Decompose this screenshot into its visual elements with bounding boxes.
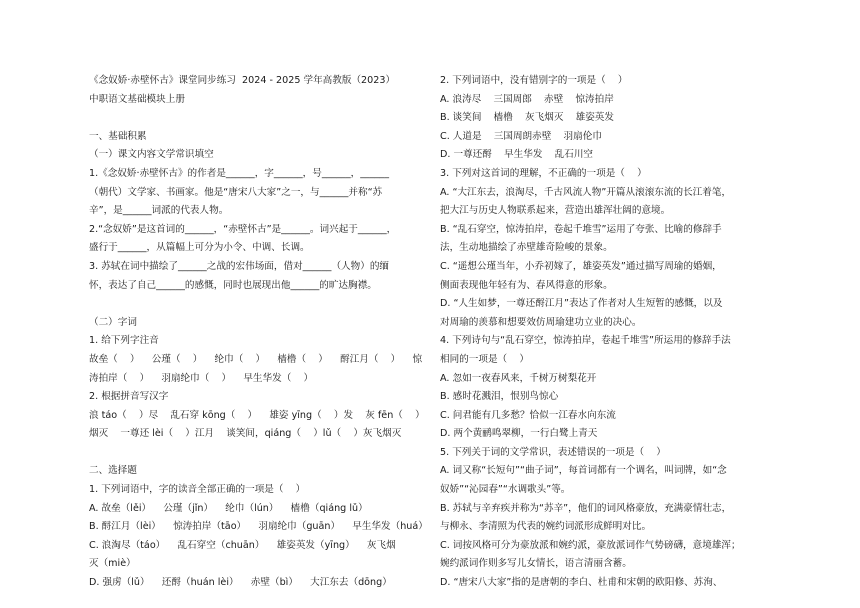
section-heading-basics: 一、基础积累 xyxy=(89,130,147,142)
mc5-option: 奴娇”“沁园春”“水调歌头”等。 xyxy=(440,484,571,496)
mc4-option: C. 问君能有几多愁？恰似一江春水向东流 xyxy=(440,409,616,421)
mc2-option: A. 浪涛尽 三国周郎 赤壁 惊涛拍岸 xyxy=(440,93,614,105)
spacer xyxy=(89,444,441,463)
mc5-option: 与柳永、李清照为代表的婉约词派形成鲜明对比。 xyxy=(440,521,652,533)
mc2-option: C. 人道是 三国周朗赤壁 羽扇伦巾 xyxy=(440,130,602,142)
mc3-option: 侧面表现他年轻有为、春风得意的形象。 xyxy=(440,279,613,291)
mc3-option: 把大江与历史人物联系起来，营造出雄浑壮阔的意境。 xyxy=(440,205,671,217)
question-1-line: 辛”，是______词派的代表人物。 xyxy=(89,205,229,217)
mc-question-1: 1. 下列词语中，字的读音全部正确的一项是（ ） xyxy=(89,484,306,496)
mc3-option: A. “大江东去，浪淘尽，千古风流人物”开篇从滚滚东流的长江着笔， xyxy=(440,186,732,198)
right-column xyxy=(440,72,792,593)
zhuyin-line: 故垒（ ） 公瑾（ ） 纶巾（ ） 樯橹（ ） 酹江月（ ） 惊 xyxy=(89,353,423,365)
xiezi-title: 2. 根据拼音写汉字 xyxy=(89,391,169,403)
question-1-line: （朝代）文学家、书画家。他是“唐宋八大家”之一，与______并称“苏 xyxy=(89,186,383,198)
question-3-line: 怀，表达了自己______的感慨，同时也展现出他______的旷达胸襟。 xyxy=(89,279,377,291)
mc2-option: B. 谈笑间 樯橹 灰飞烟灭 雄姿英发 xyxy=(440,112,614,124)
mc5-option: 婉约派词作则多写儿女情长，语言清丽含蓄。 xyxy=(440,558,632,570)
spacer xyxy=(89,295,441,314)
mc-question-4: 4. 下列诗句与“乱石穿空，惊涛拍岸，卷起千堆雪”所运用的修辞手法 xyxy=(440,335,731,347)
mc-question-5: 5. 下列关于词的文学常识，表述错误的一项是（ ） xyxy=(440,446,666,458)
mc3-option: C. “遥想公瑾当年，小乔初嫁了，雄姿英发”通过描写周瑜的婚姻， xyxy=(440,260,722,272)
mc5-option: C. 词按风格可分为豪放派和婉约派，豪放派词作气势磅礴，意境雄浑； xyxy=(440,539,741,551)
mc1-option: A. 故垒（lěi） 公瑾（jǐn） 纶巾（lún） 樯橹（qiáng lǔ） xyxy=(89,502,368,514)
mc3-option: B. “乱石穿空，惊涛拍岸，卷起千堆雪”运用了夸张、比喻的修辞手 xyxy=(440,223,722,235)
mc3-option: D. “人生如梦，一尊还酹江月”表达了作者对人生短暂的感慨，以及 xyxy=(440,298,723,310)
mc4-option: B. 感时花溅泪，恨别鸟惊心 xyxy=(440,391,559,403)
subsection-heading-words: （二）字词 xyxy=(89,316,137,328)
mc1-option: B. 酹江月（lèi） 惊涛拍岸（tāo） 羽扇纶巾（guān） 早生华发（huá） xyxy=(89,521,428,533)
mc-question-3: 3. 下列对这首词的理解，不正确的一项是（ ） xyxy=(440,167,647,179)
mc4-option: A. 忽如一夜春风来，千树万树梨花开 xyxy=(440,372,597,384)
mc2-option: D. 一尊还酹 早生华发 乱石川空 xyxy=(440,149,594,161)
question-3-line: 3. 苏轼在词中描绘了______之战的宏伟场面，借对______（人物）的缅 xyxy=(89,260,390,272)
zhuyin-title: 1. 给下列字注音 xyxy=(89,335,159,347)
question-2-line: 盛行于______，从篇幅上可分为小令、中调、长调。 xyxy=(89,242,310,254)
mc-question-4: 相同的一项是（ ） xyxy=(440,353,529,365)
mc1-option: D. 强虏（lǔ） 还酹（huán lèi） 赤壁（bì） 大江东去（dōng） xyxy=(89,577,392,589)
mc-question-2: 2. 下列词语中，没有错别字的一项是（ ） xyxy=(440,75,628,86)
mc4-option: D. 两个黄鹂鸣翠柳，一行白鹭上青天 xyxy=(440,428,598,440)
left-column xyxy=(89,72,441,593)
mc5-option: A. 词又称“长短句”“曲子词”，每首词都有一个调名，叫词牌，如“念 xyxy=(440,465,727,477)
mc5-option: B. 苏轼与辛弃疾并称为“苏辛”，他们的词风格豪放，充满豪情壮志， xyxy=(440,502,732,514)
section-heading-choice: 二、选择题 xyxy=(89,465,137,477)
mc1-option: 灭（miè） xyxy=(89,558,136,570)
xiezi-line: 浪 táo（ ）尽 乱石穿 kōng（ ） 雄姿 yīng（ ）发 灰 fēn（ ） xyxy=(89,409,425,421)
mc3-option: 对周瑜的羡慕和想要效仿周瑜建功立业的决心。 xyxy=(440,316,642,328)
zhuyin-line: 涛拍岸（ ） 羽扇纶巾（ ） 早生华发（ ） xyxy=(89,372,314,384)
subsection-heading-fill-in: （一）课文内容文学常识填空 xyxy=(89,149,214,161)
mc3-option: 法，生动地描绘了赤壁雄奇险峻的景象。 xyxy=(440,242,613,254)
xiezi-line: 烟灭 一尊还 lèi（ ）江月 谈笑间，qiáng（ ）lǔ（ ）灰飞烟灭 xyxy=(89,428,402,440)
mc1-option: C. 浪淘尽（táo） 乱石穿空（chuān） 雄姿英发（yīng） 灰飞烟 xyxy=(89,539,396,551)
question-1-line: 1.《念奴娇·赤壁怀古》的作者是______，字______，号______，______ xyxy=(89,167,390,179)
spacer xyxy=(89,109,441,128)
question-2-line: 2.“念奴娇”是这首词的______，“赤壁怀古”是______。词兴起于______， xyxy=(89,223,397,235)
title-line-2: 中职语文基础模块上册 xyxy=(89,93,185,105)
title-line-1: 《念奴娇·赤壁怀古》课堂同步练习 2024 - 2025 学年高教版（2023） xyxy=(89,75,396,86)
mc5-option: D. “唐宋八大家”指的是唐朝的李白、杜甫和宋朝的欧阳修、苏洵、 xyxy=(440,577,723,589)
